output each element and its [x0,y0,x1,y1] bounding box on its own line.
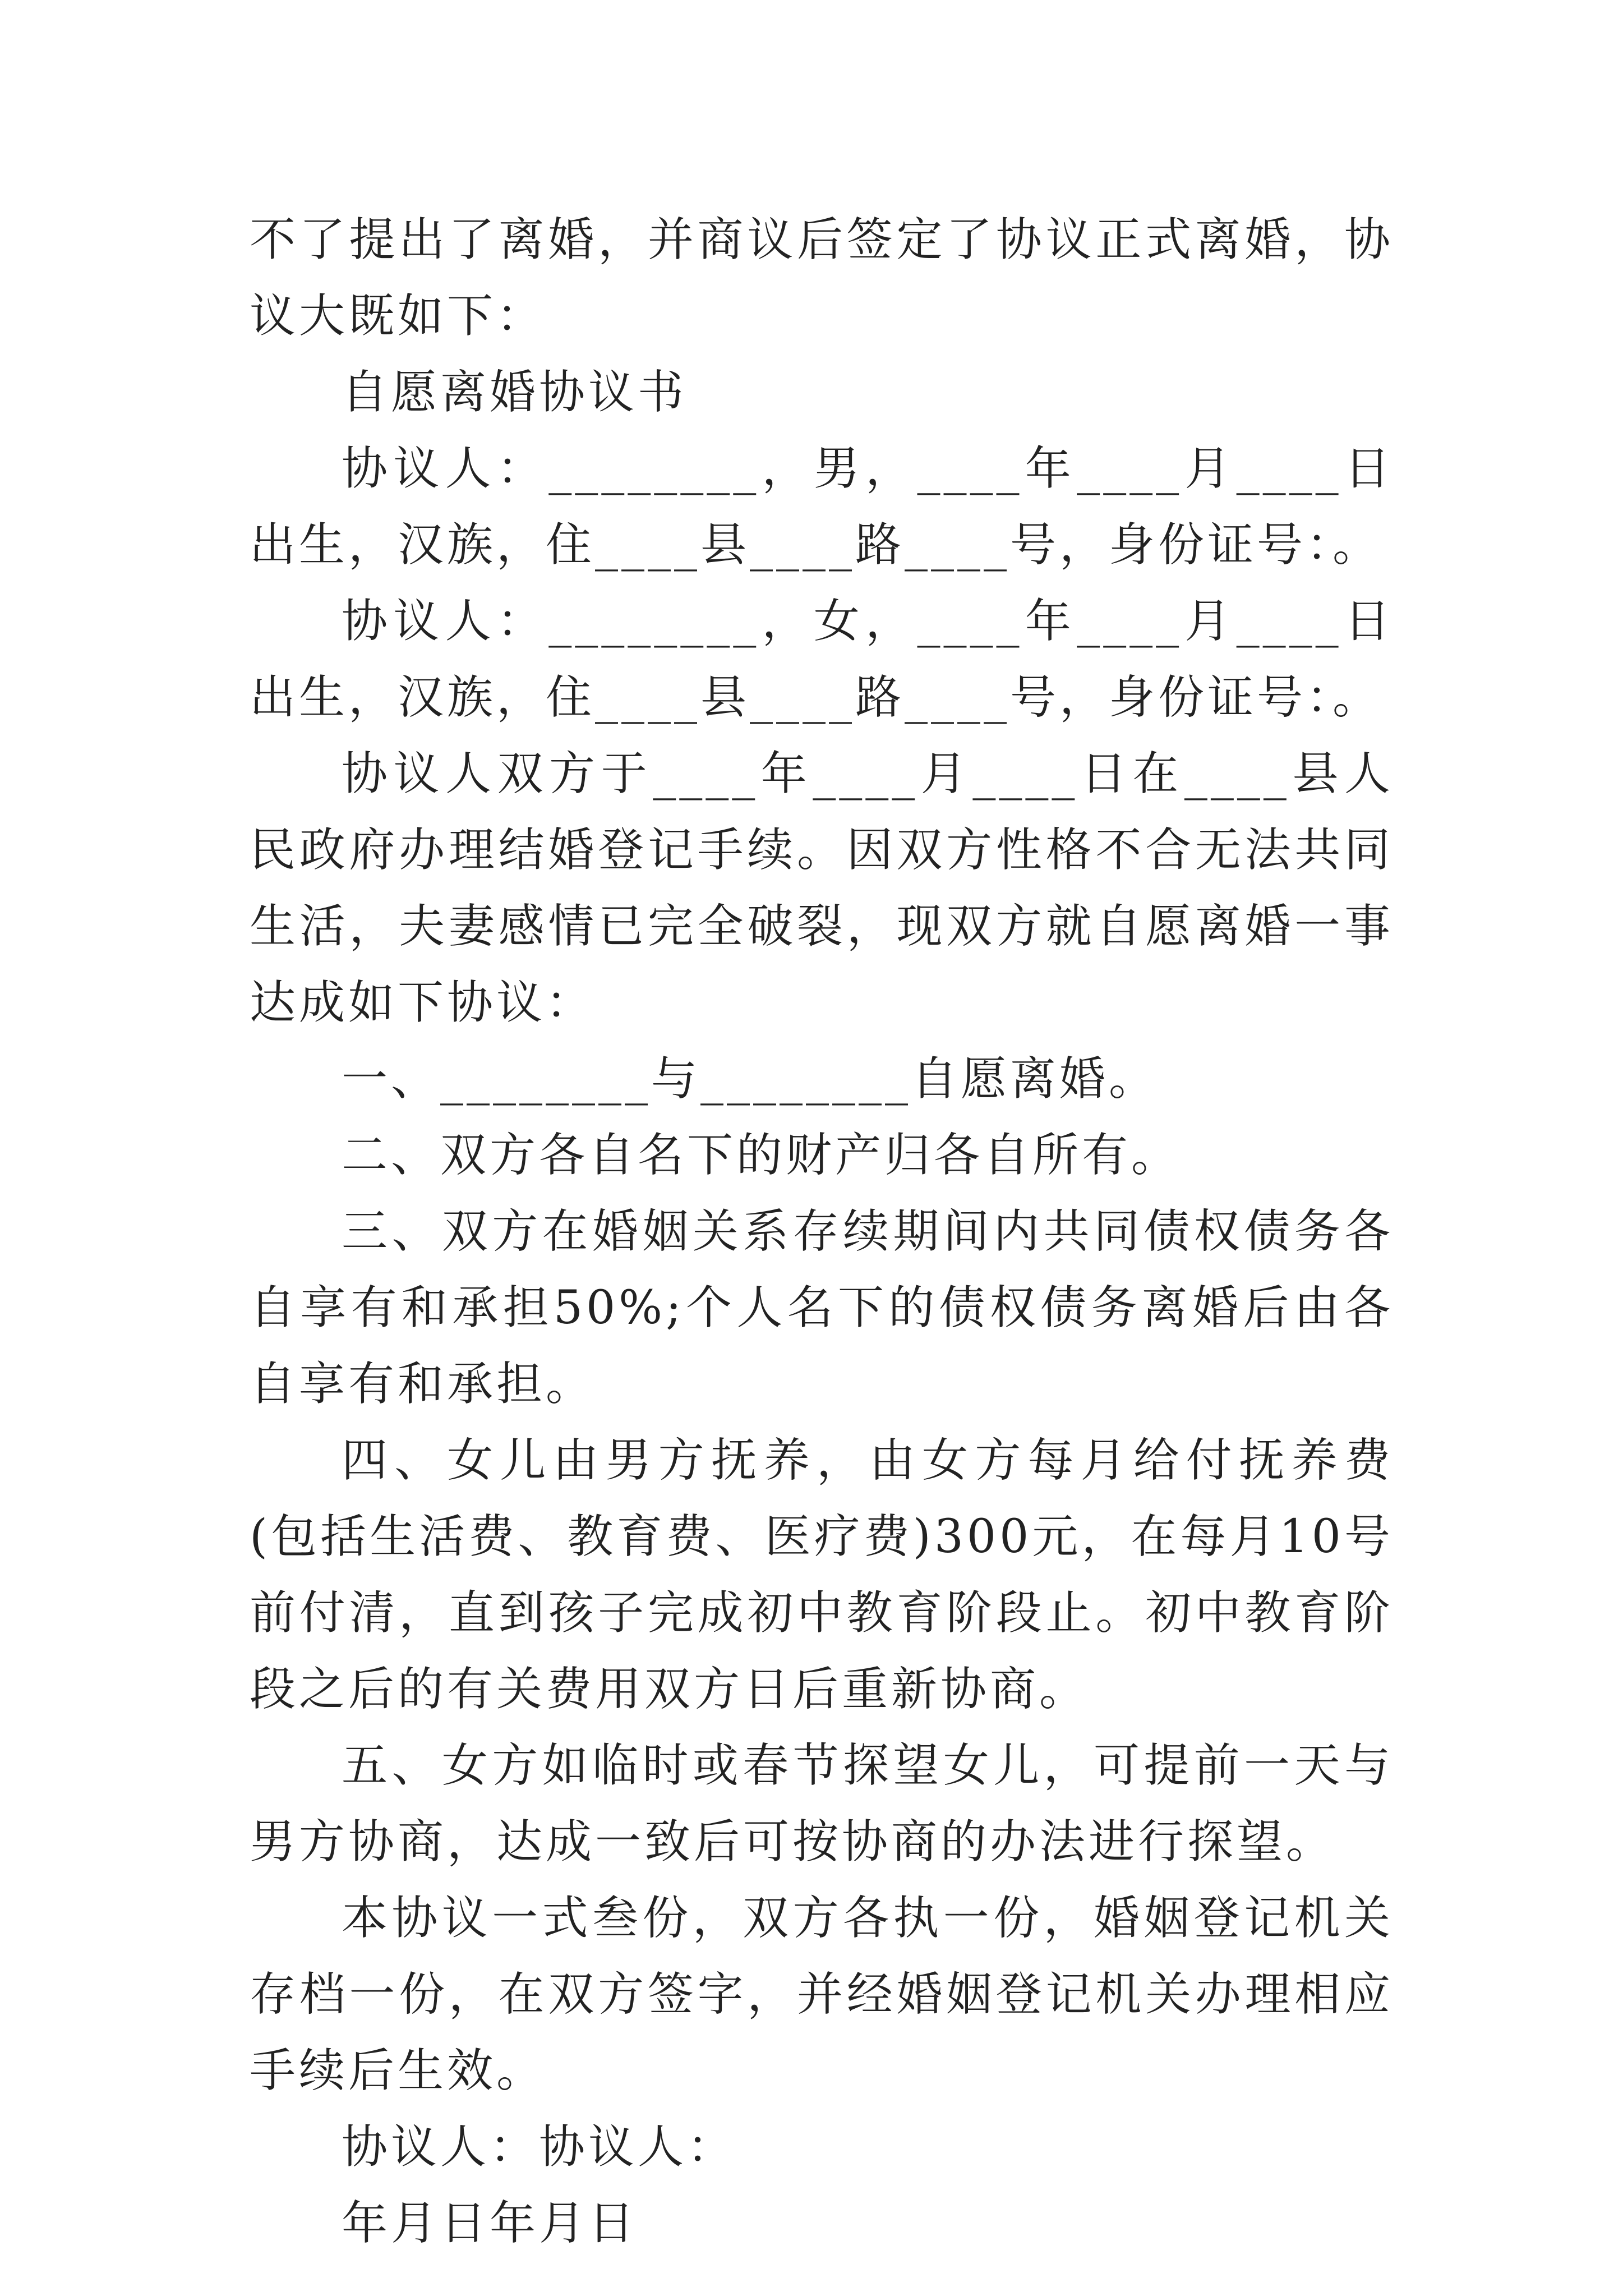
party-male-info: 协议人：________，男，____年____月____日出生，汉族，住____县____路____号，身份证号：。 [250,442,1394,572]
document-body [250,202,1394,2262]
copies-clause: 本协议一式叁份，双方各执一份，婚姻登记机关存档一份，在双方签字，并经婚姻登记机关办理相应手续后生效。 [250,1892,1394,2097]
date-line: 年月日年月日 [342,2197,638,2250]
clause-1: 一、________与________自愿离婚。 [342,1052,1158,1106]
paragraph-intro: 不了提出了离婚，并商议后签定了协议正式离婚，协议大既如下： [250,213,1394,343]
clause-4: 四、女儿由男方抚养，由女方每月给付抚养费(包括生活费、教育费、医疗费)300元，在每月10号前付清，直到孩子完成初中教育阶段止。初中教育阶段之后的有关费用双方日后重新协商。 [250,1434,1394,1716]
signature-line: 协议人：协议人： [342,2120,737,2174]
marriage-registration-paragraph: 协议人双方于____年____月____日在____县人民政府办理结婚登记手续。因双方性格不合无法共同生活，夫妻感情已完全破裂，现双方就自愿离婚一事达成如下协议： [250,747,1394,1029]
clause-3: 三、双方在婚姻关系存续期间内共同债权债务各自享有和承担50%;个人名下的债权债务离婚后由各自享有和承担。 [250,1205,1394,1411]
agreement-title: 自愿离婚协议书 [342,366,688,419]
clause-5: 五、女方如临时或春节探望女儿，可提前一天与男方协商，达成一致后可按协商的办法进行探望。 [250,1739,1394,1869]
clause-2: 二、双方各自名下的财产归各自所有。 [342,1129,1181,1182]
party-female-info: 协议人：________，女，____年____月____日出生，汉族，住____县____路____号，身份证号：。 [250,595,1394,724]
